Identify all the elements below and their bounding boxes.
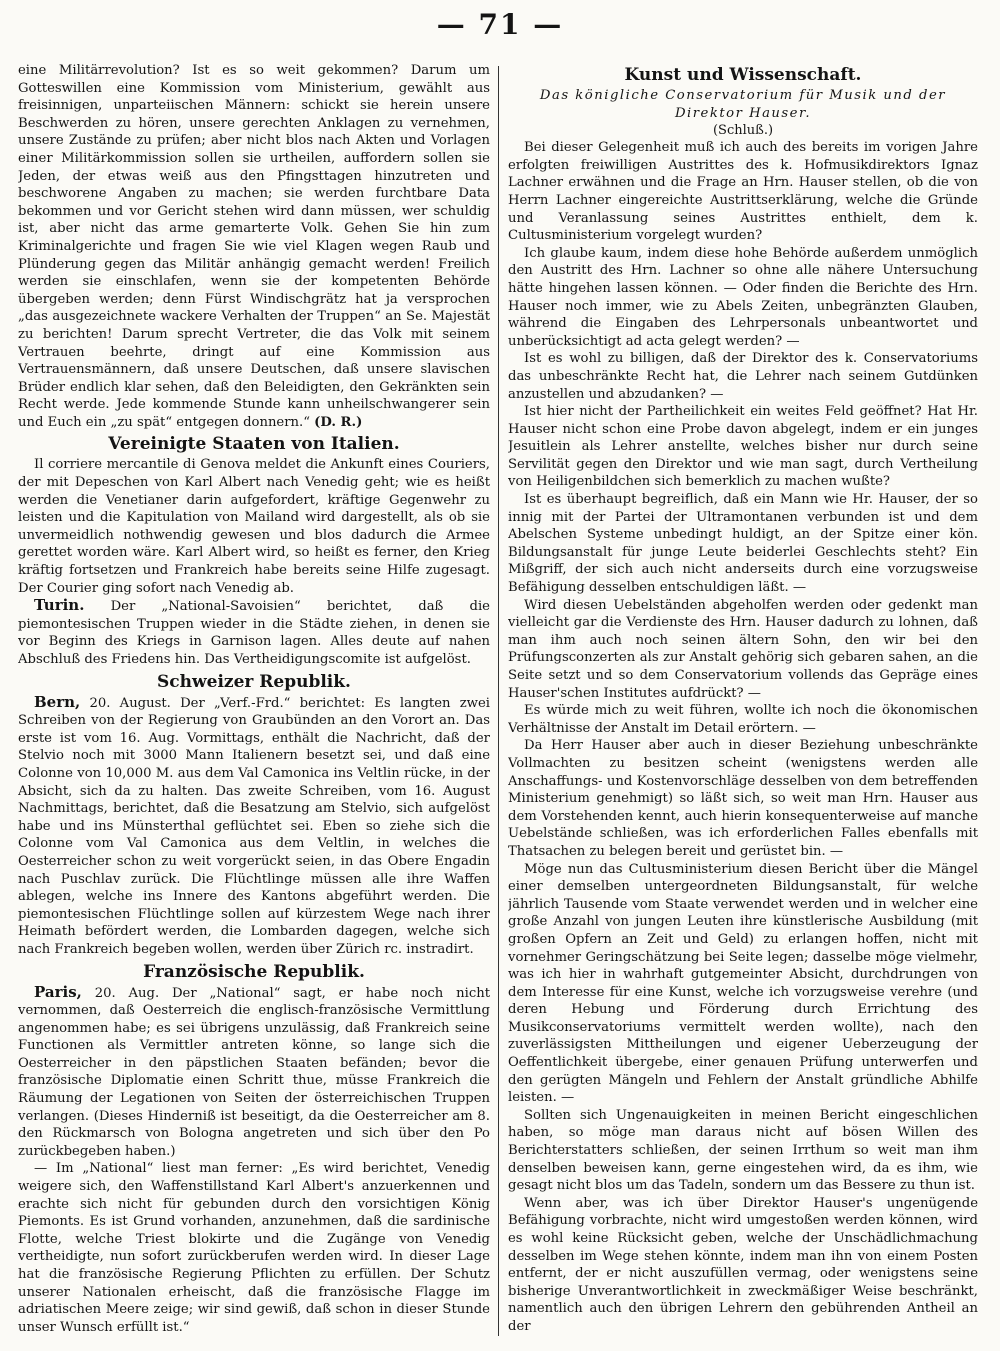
article-paragraph: Ist es wohl zu billigen, daß der Direktor des k. Conservatoriums das unbeschränkte Recht hat, die Lehrer nach seinem Gutdünken anzustellen und abzudanken? —	[508, 351, 978, 402]
bern-paragraph	[18, 694, 490, 959]
article-paragraph: Ist hier nicht der Partheilichkeit ein weites Feld geöffnet? Hat Hr. Hauser nicht schon eine Probe davon abgelegt, indem er ein junges Jesuitlein als Lehrer anstellte, welches bisher nur durch seine Servilität gegen den Direktor und wie man sagt, durch Vertheilung von Heiligenbildchen sich bemerklich zu machen wußte?	[508, 404, 978, 490]
article-paragraph: Möge nun das Cultusministerium diesen Bericht über die Mängel einer demselben untergeordneten Bildungsanstalt, für welche jährlich Tausende vom Staate verwendet werden und in welcher eine große Anzahl von jungen Leuten ihre künstlerische Ausbildung (mit großen Opfern an Zeit und Geld) zu erlangen hoffen, nicht mit vornehmer Geringschätzung bei Seite legen; dasselbe möge vielmehr, was ich hier in wahrhaft gutgemeinter Absicht, durchdrungen von dem Interesse für eine Kunst, welche ich vorzugsweise verehre (und deren Hebung und Förderung durch Errichtung des Musikconservatoriums vermittelt werden wollte), nach den zuverlässigsten Mittheilungen und eigener Ueberzeugung der Oeffentlichkeit übergebe, einer genauen Prüfung unterwerfen und den gerügten Mängeln und Fehlern der Anstalt gründliche Abhilfe leisten. —	[508, 861, 978, 1106]
left-column	[18, 62, 490, 1342]
article-paragraph: Ich glaube kaum, indem diese hohe Behörde außerdem unmöglich den Austritt des Hrn. Lachner so ohne alle nähere Untersuchung hätte hingehen lassen können. — Oder finden die Berichte des Hrn. Hauser noch immer, wie zu Abels Zeiten, unbegränzten Glauben, während die Eingaben des Lehrpersonals unbeantwortet und unberücksichtigt ad acta gelegt werden? —	[508, 245, 978, 349]
article-title: Das königliche Conservatorium für Musik und der Direktor Hauser.	[539, 88, 947, 121]
article-paragraph: Wird diesen Uebelständen abgeholfen werden oder gedenkt man vielleicht gar die Verdienste des Hrn. Hauser dadurch zu lohnen, daß man ihm auch noch seinen ältern Sohn, den wir bei den Prüfungsconzerten als zur Anstalt gehörig sich gebaren sahen, an die Seite setzt und so dem Conservatorium vollends das Gepräge eines Hauser'schen Institutes aufdrückt? —	[508, 597, 978, 701]
page-number: — 71 —	[436, 8, 564, 41]
author-signature: (D. R.)	[314, 414, 363, 430]
intro-text: eine Militärrevolution? Ist es so weit gekommen? Darum um Gotteswillen eine Kommission vom Ministerium, gewählt aus freisinnigen, unparteiischen Männern: schickt sie herein unsere Beschwerden zu hören, unsere gerechten Anklagen zu vernehmen, unsere Zustände zu prüfen; aber nicht blos nach Akten und Vorlagen einer Militärkommission sollen sie urtheilen, auffordern sollen sie Jeden, der etwas weiß aus den Pfingsttagen hinzutreten und beschworene Angaben zu machen; sie werden furchtbare Data bekommen und vor Gericht stehen wird dann müssen, wer schuldig ist, aber nicht das arme gemarterte Volk. Gehen Sie hin zum Kriminalgerichte und fragen Sie wie viel Klagen wegen Raub und Plünderung gegen das Militär anhängig gemacht werden! Freilich werden sie einschlafen, wenn sie der kompetenten Behörde übergeben werden; denn Fürst Windischgrätz hat ja versprochen „das ausgezeichnete wackere Verhalten der Truppen“ an Se. Majestät zu berichten! Darum sprecht Vertreter, die das Volk mit seinem Vertrauen beehrte, dringt auf eine Kommission aus Vertrauensmännern, daß unsere Deutschen, daß unsere slavischen Brüder endlich klar sehen, daß den Beleidigten, den Gekränkten sein Recht werde. Jede kommende Stunde kann unheilschwangerer sein und Euch ein „zu spät“ entgegen donnern.“	[18, 63, 490, 430]
article-paragraph: Es würde mich zu weit führen, wollte ich noch die ökonomischen Verhältnisse der Anstalt im Detail erörtern. —	[508, 703, 978, 736]
article-paragraph: Wenn aber, was ich über Direktor Hauser's ungenügende Befähigung vorbrachte, nicht wird umgestoßen werden können, wird es wohl keine Rücksicht geben, welche der Unschädlichmachung desselben im Wege stehen könnte, indem man ihn von einem Posten entfernt, der er nicht auszufüllen vermag, oder wenigstens seine bisherige Unverantwortlichkeit in zweckmäßiger Weise beschränkt, namentlich auch den übrigen Lehrern den gebührenden Antheil an der	[508, 1195, 978, 1334]
section-title-art: Kunst und Wissenschaft.	[624, 65, 862, 85]
italy-paragraph: Il corriere mercantile di Genova meldet die Ankunft eines Couriers, der mit Depeschen von Karl Albert nach Venedig geht; wie es heißt werden die Venetianer darin aufgefordert, kräftige Gegenwehr zu leisten und die Kapitulation von Mailand wird dargestellt, als ob sie unvermeidlich nothwendig gewesen und blos dadurch die Armee gerettet worden wäre. Karl Albert wird, so heißt es ferner, den Krieg kräftig fortsetzen und Frankreich habe bereits seine Hilfe zugesagt. Der Courier ging sofort nach Venedig ab.	[18, 457, 490, 596]
article-continuation	[18, 62, 490, 431]
national-paragraph: — Im „National“ liest man ferner: „Es wird berichtet, Venedig weigere sich, den Waffenstillstand Karl Albert's anzuerkennen und erachte sich nicht für gebunden durch den vorsichtigen König Piemonts. Es ist Grund vorhanden, anzunehmen, daß die sardinische Flotte, welche Triest blokirte und die Zugänge von Venedig vertheidigte, nun sofort zurückberufen werden wird. In dieser Lage hat die französische Regierung Pflichten zu erfüllen. Der Schutz unserer Nationalen erheischt, daß die französische Flagge im adriatischen Meere zeige; wir sind gewiß, daß schon in dieser Stunde unser Wunsch erfüllt ist.“	[18, 1161, 490, 1335]
article-paragraph: Ist es überhaupt begreiflich, daß ein Mann wie Hr. Hauser, der so innig mit der Partei der Ultramontanen verbunden ist und dem Abelschen Systeme unbedingt huldigt, an der Spitze einer kön. Bildungsanstalt für junge Leute beiderlei Geschlechts steht? Ein Mißgriff, der sich auch nicht anderseits durch eine vorzugsweise Befähigung desselben entschuldigen läßt. —	[508, 492, 978, 596]
column-divider	[498, 66, 499, 1336]
section-title-italy: Vereinigte Staaten von Italien.	[108, 434, 400, 455]
dateline-turin: Turin.	[34, 596, 85, 615]
article-paragraph: Sollten sich Ungenauigkeiten in meinen Bericht eingeschlichen haben, so möge man daraus nicht auf bösen Willen des Berichterstatters schließen, der seinen Irrthum so weit man ihm denselben beweisen kann, gerne eingestehen wird, da es ihm, wie gesagt nicht blos um das Tadeln, sondern um das Bessere zu thun ist.	[508, 1107, 978, 1194]
section-title-france: Französische Republik.	[143, 961, 365, 982]
paris-paragraph	[18, 984, 490, 1161]
turin-text: Der „National-Savoisien“ berichtet, daß die piemontesischen Truppen wieder in die Städte ziehen, in denen sie vor Beginn des Kriegs in Garnison lagen. Alles deute auf nahen Abschluß des Friedens hin. Das Vertheidigungscomite ist aufgelöst.	[18, 599, 490, 667]
article-note: (Schluß.)	[712, 123, 774, 139]
section-title-switzerland: Schweizer Republik.	[157, 671, 351, 692]
bern-text: 20. August. Der „Verf.-Frd.“ berichtet: Es langten zwei Schreiben von der Regierung von Graubünden an den Vorort an. Das erste ist vom 16. Aug. Vormittags, enthält die Nachricht, daß der Stelvio noch mit 3000 Mann Italienern besetzt sei, und daß eine Colonne von 10,000 M. aus dem Val Camonica ins Veltlin rücke, in der Absicht, sich da zu halten. Das zweite Schreiben, vom 16. August Nachmittags, berichtet, daß die Besatzung am Stelvio, sich aufgelöst habe und ins Münsterthal geflüchtet sei. Eben so ziehe sich die Colonne vom Val Camonica aus dem Veltlin, in welches die Oesterreicher schon zu weit vorgerückt seien, in das Obere Engadin nach Puschlav zurück. Die Flüchtlinge müssen alle ihre Waffen ablegen, welche ins Innere des Kantons abgeführt werden. Die piemontesischen Flüchtlinge sollen auf kürzestem Wege nach ihrer Heimath befördert werden, die Lombarden dagegen, welche sich nach Frankreich begeben wollen, werden über Zürich rc. instradirt.	[18, 695, 490, 957]
article-paragraph: Da Herr Hauser aber auch in dieser Beziehung unbeschränkte Vollmachten zu besitzen scheint (wenigstens werden alle Anschaffungs- und Kostenvorschläge desselben von dem betreffenden Ministerium genehmigt) so läßt sich, so weit man Hrn. Hauser aus dem Vorstehenden kennt, auch hierin konsequenterweise auf manche Uebelstände schließen, was ich erforderlichen Falles ebenfalls mit Thatsachen zu belegen bereit und gerüstet bin. —	[508, 738, 978, 859]
paris-text: 20. Aug. Der „National“ sagt, er habe noch nicht vernommen, daß Oesterreich die englisch-französische Vermittlung angenommen habe; es sei übrigens unzulässig, daß Frankreich seine Functionen als Vermittler antreten könne, so lange sich die Oesterreicher in den päpstlichen Staaten befänden; bevor die französische Diplomatie einen Schritt thue, müsse Frankreich die Räumung der Legationen von Seiten der österreichischen Truppen verlangen. (Dieses Hinderniß ist beseitigt, da die Oesterreicher am 8. den Rückmarsch von Bologna angetreten und sich über den Po zurückbegeben haben.)	[18, 985, 490, 1159]
dateline-bern: Bern,	[34, 692, 81, 711]
article-paragraph: Bei dieser Gelegenheit muß ich auch des bereits im vorigen Jahre erfolgten freiwilligen Austrittes des k. Hofmusikdirektors Ignaz Lachner erwähnen und die Frage an Hrn. Hauser stellen, ob die von Herrn Lachner eingereichte Austrittserklärung, welche die Gründe und Veranlassung seines Austrittes enthielt, dem k. Cultusministerium vorgelegt wurden?	[508, 140, 978, 244]
right-column	[508, 62, 978, 1342]
dateline-paris: Paris,	[34, 982, 82, 1001]
turin-paragraph	[18, 597, 490, 668]
